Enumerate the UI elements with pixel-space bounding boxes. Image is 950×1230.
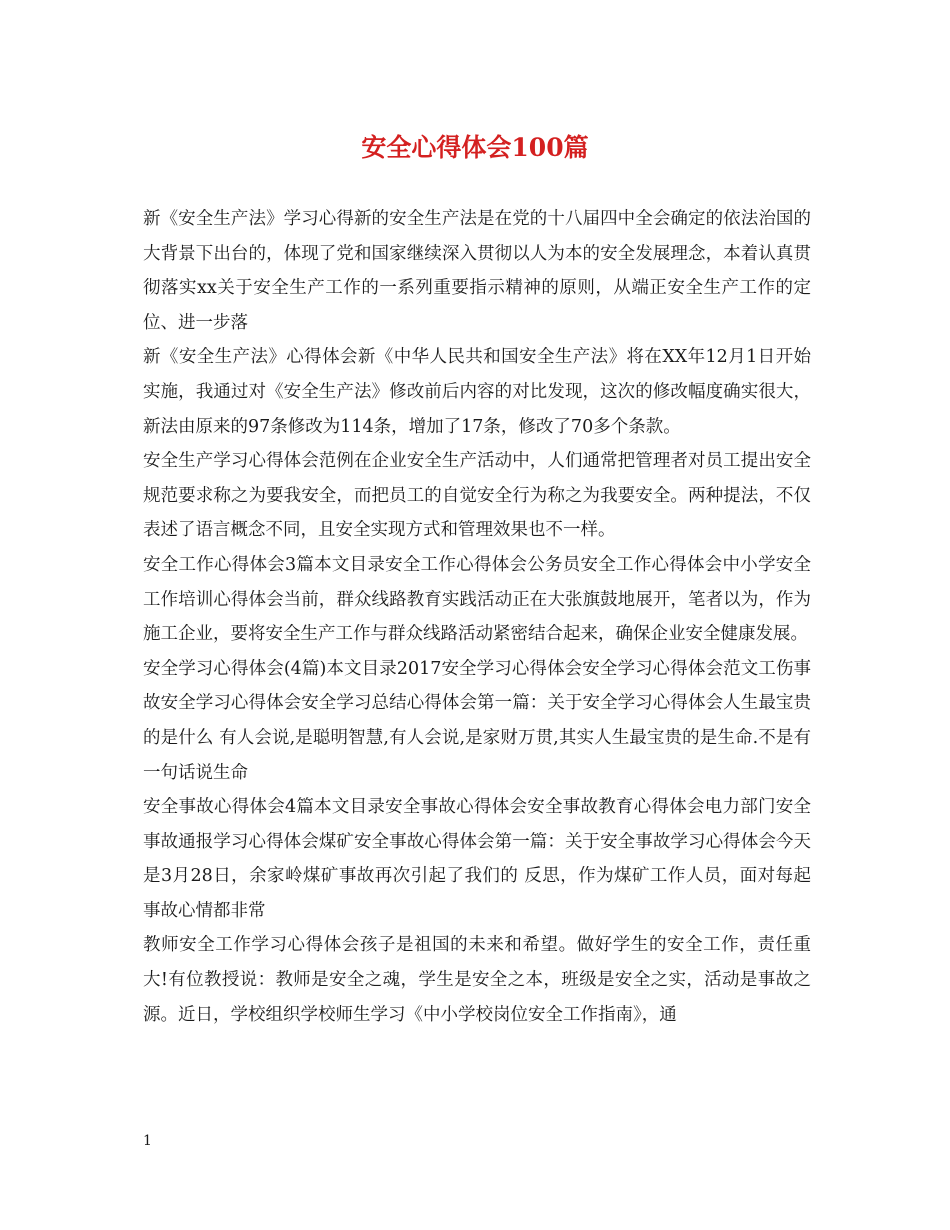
- paragraph-2: 新《安全生产法》心得体会新《中华人民共和国安全生产法》将在XX年12月1日开始实施，我通过对《安全生产法》修改前后内容的对比发现，这次的修改幅度确实很大，新法由原来的97条修改为114条，增加了17条，修改了70多个条款。: [143, 347, 811, 437]
- paragraph-3: 安全生产学习心得体会范例在企业安全生产活动中，人们通常把管理者对员工提出安全规范要求称之为要我安全，而把员工的自觉安全行为称之为我要安全。两种提法，不仅表述了语言概念不同，且安全实现方式和管理效果也不一样。: [143, 451, 811, 541]
- paragraph-1: 新《安全生产法》学习心得新的安全生产法是在党的十八届四中全会确定的依法治国的大背景下出台的，体现了党和国家继续深入贯彻以人为本的安全发展理念，本着认真贯彻落实xx关于安全生产工作的一系列重要指示精神的原则，从端正安全生产工作的定位、进一步落: [143, 209, 811, 333]
- paragraph-6: 安全事故心得体会4篇本文目录安全事故心得体会安全事故教育心得体会电力部门安全事故通报学习心得体会煤矿安全事故心得体会第一篇：关于安全事故学习心得体会今天是3月28日，余家岭煤矿事故再次引起了我们的 反思，作为煤矿工作人员，面对每起事故心情都非常: [143, 797, 811, 921]
- paragraph-4: 安全工作心得体会3篇本文目录安全工作心得体会公务员安全工作心得体会中小学安全工作培训心得体会当前，群众线路教育实践活动正在大张旗鼓地展开，笔者以为，作为施工企业，要将安全生产工作与群众线路活动紧密结合起来，确保企业安全健康发展。: [143, 554, 811, 645]
- paragraph-7: 教师安全工作学习心得体会孩子是祖国的未来和希望。做好学生的安全工作，责任重大!有位教授说：教师是安全之魂，学生是安全之本，班级是安全之实，活动是事故之源。近日，学校组织学校师生学习《中小学校岗位安全工作指南》，通: [143, 935, 811, 1025]
- page-title: 安全心得体会100篇: [361, 133, 589, 162]
- page-number: 1: [143, 1133, 152, 1149]
- paragraph-5: 安全学习心得体会(4篇)本文目录2017安全学习心得体会安全学习心得体会范文工伤事故安全学习心得体会安全学习总结心得体会第一篇：关于安全学习心得体会人生最宝贵的是什么 有人会说,是聪明智慧,有人会说,是家财万贯,其实人生最宝贵的是生命.不是有一句话说生命: [143, 658, 811, 783]
- document-body: [143, 202, 811, 1032]
